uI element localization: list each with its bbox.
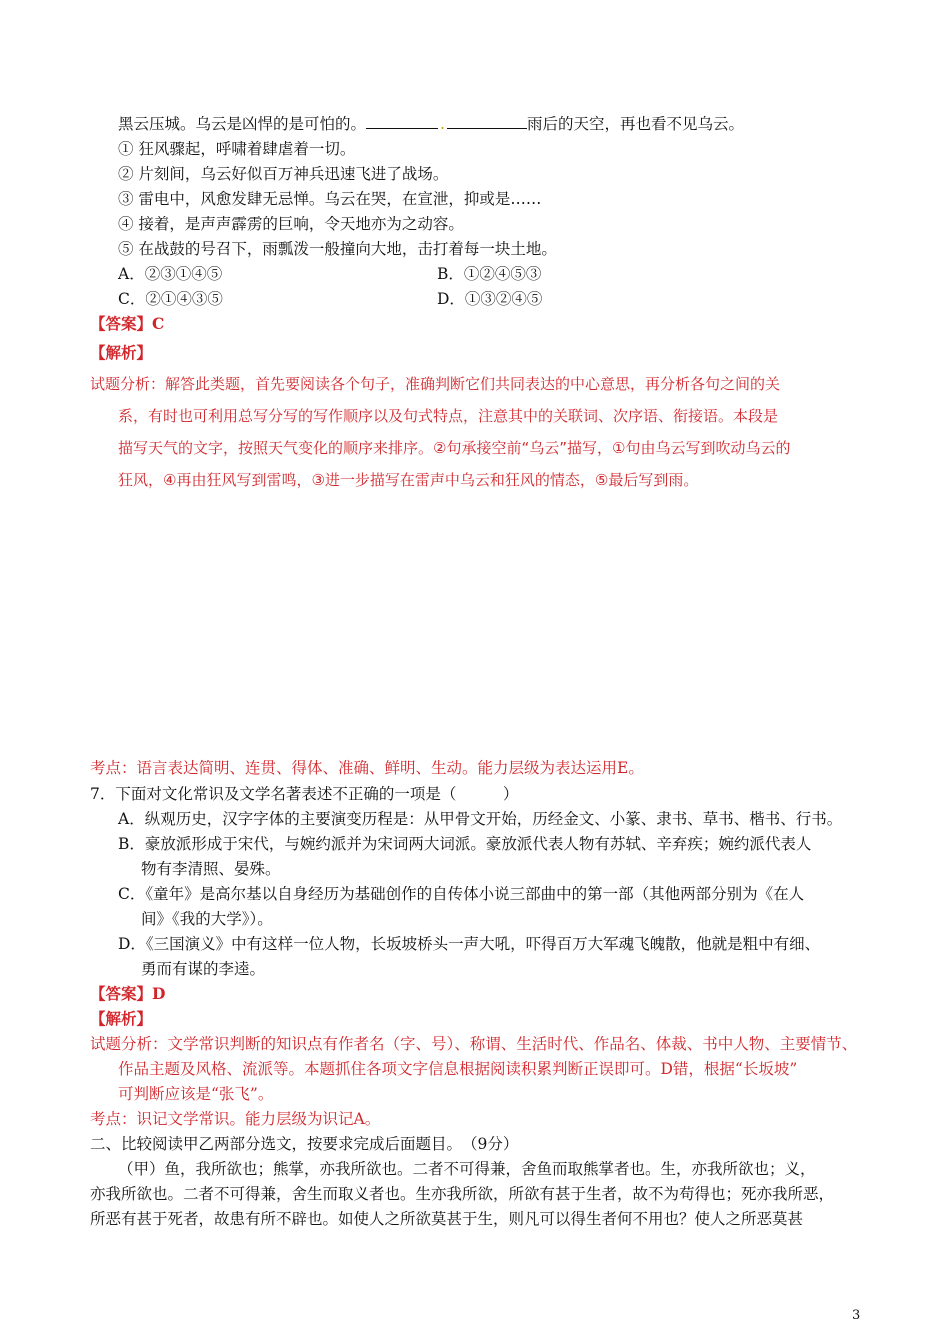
q6-kaodian: 考点：语言表达简明、连贯、得体、准确、鲜明、生动。能力层级为表达运用E。 xyxy=(90,759,644,777)
q7-option-line: C．《童年》是高尔基以自身经历为基础创作的自传体小说三部曲中的第一部（其他两部分别为《在人 xyxy=(118,885,805,903)
q6-analysis-line: 试题分析：解答此类题，首先要阅读各个句子，准确判断它们共同表达的中心意思，再分析各句之间的关 xyxy=(90,375,781,393)
section2-text-line: 亦我所欲也。二者不可得兼，舍生而取义者也。生亦我所欲，所欲有甚于生者，故不为苟得也；死亦我所恶， xyxy=(90,1185,835,1203)
q7-answer: 【答案】D xyxy=(90,984,166,1003)
q7-analysis-line: 试题分析：文学常识判断的知识点有作者名（字、号）、称谓、生活时代、作品名、体裁、书中人物、主要情节、 xyxy=(90,1035,858,1053)
page-number: 3 xyxy=(852,1308,861,1323)
q7-option-line: 间》《我的大学》）。 xyxy=(141,910,273,928)
q6-answer: 【答案】C xyxy=(90,314,165,333)
q7-option-line: 物有李清照、晏殊。 xyxy=(141,860,281,878)
q6-analysis-line: 狂风，④再由狂风写到雷鸣，③进一步描写在雷声中乌云和狂风的情态，⑤最后写到雨。 xyxy=(118,471,699,489)
q7-stem: 7．下面对文化常识及文学名著表述不正确的一项是（ ） xyxy=(90,785,519,803)
q7-analysis-line: 作品主题及风格、流派等。本题抓住各项文字信息根据阅读积累判断正误即可。D错，根据“长坂坡” xyxy=(118,1060,798,1078)
q6-option-a: A．②③①④⑤ xyxy=(118,265,223,283)
section2-text-line: （甲）鱼，我所欲也；熊掌，亦我所欲也。二者不可得兼，舍鱼而取熊掌者也。生，亦我所欲也；义， xyxy=(118,1160,816,1178)
q6-sentence: ③ 雷电中，风愈发肆无忌惮。乌云在哭，在宣泄，抑或是…… xyxy=(118,190,542,208)
q6-analysis-line: 系，有时也可利用总写分写的写作顺序以及句式特点，注意其中的关联词、次序语、衔接语。本段是 xyxy=(118,407,779,425)
q6-analysis-line: 描写天气的文字，按照天气变化的顺序来排序。②句承接空前“乌云”描写，①句由乌云写到吹动乌云的 xyxy=(118,439,791,457)
q6-answer-blank-2 xyxy=(447,114,527,129)
q6-passage-start: 黑云压城。乌云是凶悍的是可怕的。 xyxy=(118,115,367,133)
q6-sentence: ⑤ 在战鼓的号召下，雨瓢泼一般撞向大地，击打着每一块土地。 xyxy=(118,240,557,258)
section2-text-line: 所恶有甚于死者，故患有所不辟也。如使人之所欲莫甚于生，则凡可以得生者何不用也？使人之所恶莫甚 xyxy=(90,1210,804,1228)
q6-sentence: ② 片刻间，乌云好似百万神兵迅速飞进了战场。 xyxy=(118,165,449,183)
q6-analysis-label: 【解析】 xyxy=(90,343,153,362)
q7-option-line: B．豪放派形成于宋代，与婉约派并为宋词两大词派。豪放派代表人物有苏轼、辛弃疾；婉约派代表人 xyxy=(118,835,812,853)
q6-option-c: C．②①④③⑤ xyxy=(118,290,223,308)
q6-option-d: D．①③②④⑤ xyxy=(437,290,543,308)
q6-passage-line: 黑云压城。乌云是凶悍的是可怕的。 . 雨后的天空，再也看不见乌云。 xyxy=(118,115,744,133)
section2-heading: 二、比较阅读甲乙两部分选文，按要求完成后面题目。 （9分） xyxy=(90,1135,519,1153)
q6-answer-blank-1 xyxy=(366,114,438,129)
q7-analysis-label: 【解析】 xyxy=(90,1009,153,1028)
q6-sentence: ④ 接着，是声声霹雳的巨响，令天地亦为之动容。 xyxy=(118,215,464,233)
q6-option-b: B．①②④⑤③ xyxy=(437,265,542,283)
q7-analysis-line: 可判断应该是“张飞”。 xyxy=(118,1085,274,1103)
q6-sentence: ① 狂风骤起，呼啸着肆虐着一切。 xyxy=(118,140,356,158)
q7-kaodian: 考点：识记文学常识。能力层级为识记A。 xyxy=(90,1110,381,1128)
q7-option-line: 勇而有谋的李逵。 xyxy=(141,960,266,978)
q7-option-line: A．纵观历史，汉字字体的主要演变历程是：从甲骨文开始，历经金文、小篆、隶书、草书、楷书、行书。 xyxy=(118,810,843,828)
q6-passage-end: 雨后的天空，再也看不见乌云。 xyxy=(526,115,744,133)
q7-option-line: D．《三国演义》中有这样一位人物，长坂坡桥头一声大吼，吓得百万大军魂飞魄散，他就是粗中有细、 xyxy=(118,935,821,953)
